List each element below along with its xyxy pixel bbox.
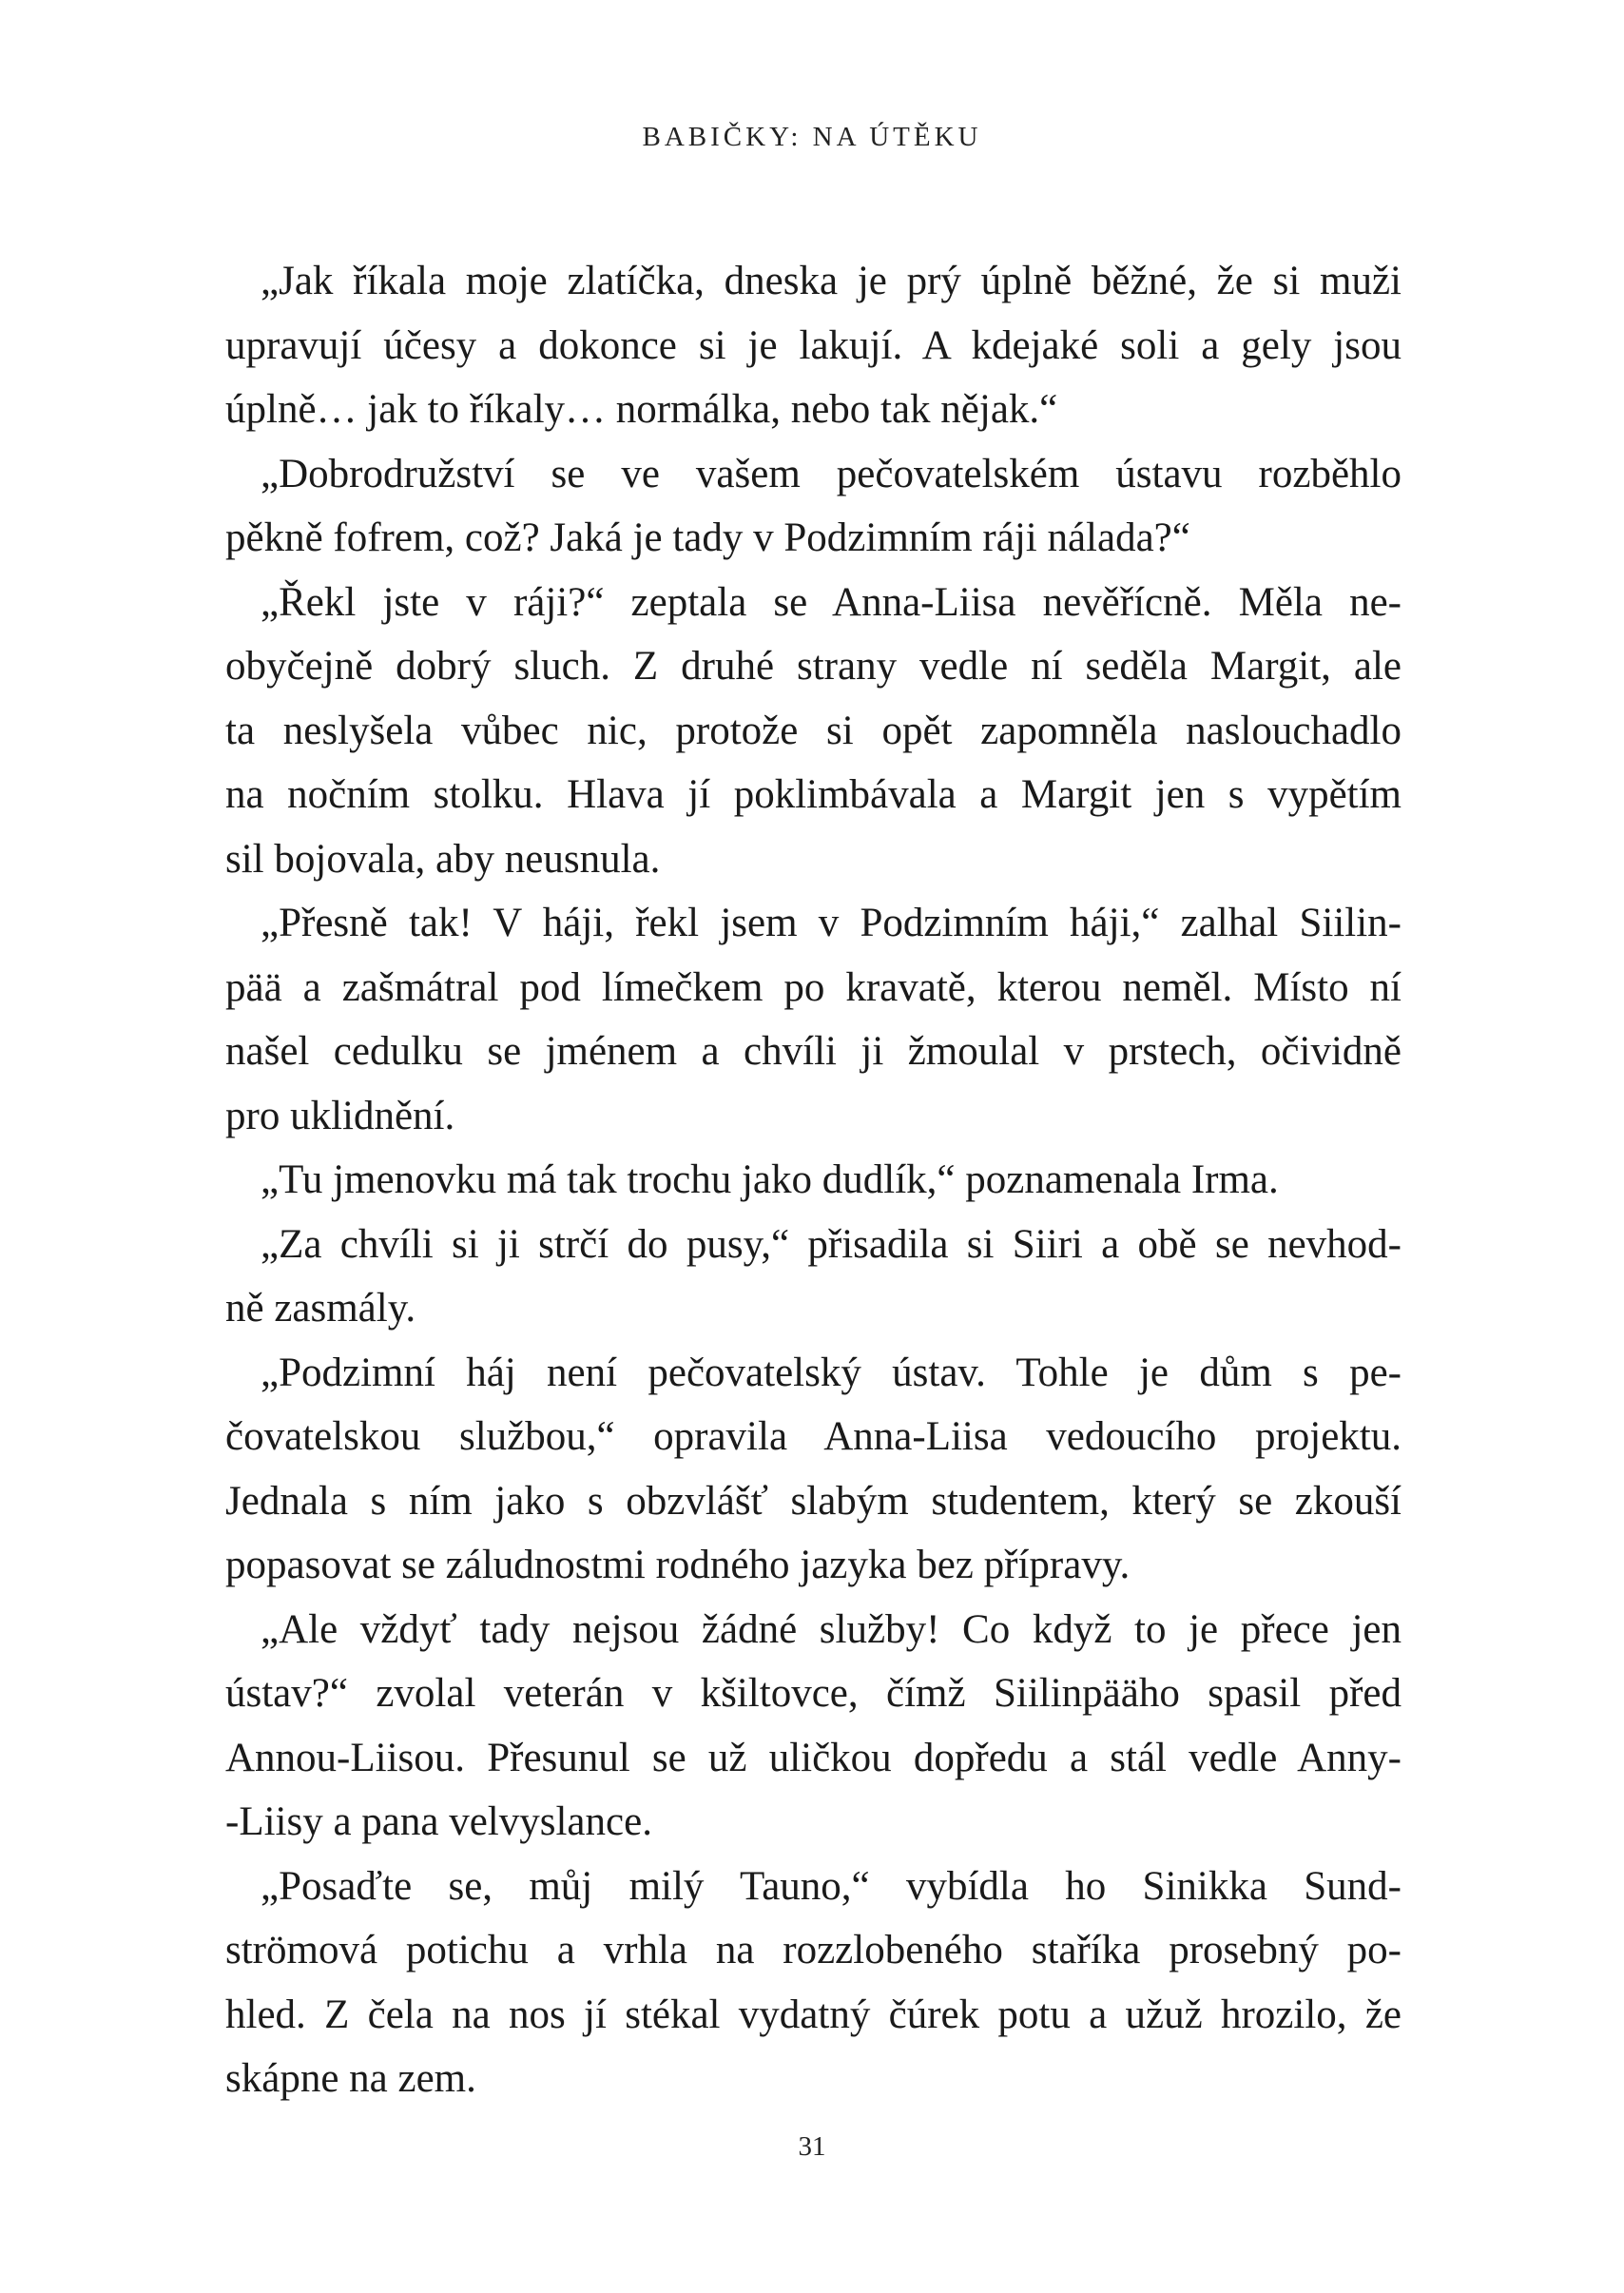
text-line: ústav?“ zvolal veterán v kšiltovce, čímž Siilinpääho spasil před bbox=[225, 1671, 1402, 1716]
text-line: pěkně fofrem, což? Jaká je tady v Podzimním ráji nálada?“ bbox=[225, 515, 1190, 560]
page-number: 31 bbox=[798, 2131, 826, 2162]
text-line: „Ale vždyť tady nejsou žádné služby! Co když to je přece jen bbox=[261, 1606, 1402, 1652]
text-line: skápne na zem. bbox=[225, 2056, 476, 2101]
text-line: „Tu jmenovku má tak trochu jako dudlík,“ poznamenala Irma. bbox=[261, 1157, 1279, 1202]
text-line: strömová potichu a vrhla na rozzlobeného staříka prosebný po- bbox=[225, 1928, 1402, 1972]
text-line: ně zasmály. bbox=[225, 1286, 416, 1331]
text-line: Annou-Liisou. Přesunul se už uličkou dopředu a stál vedle Anny- bbox=[225, 1735, 1402, 1780]
text-line: „Přesně tak! V háji, řekl jsem v Podzimním háji,“ zalhal Siilin- bbox=[261, 901, 1402, 945]
text-line: Jednala s ním jako s obzvlášť slabým studentem, který se zkouší bbox=[225, 1478, 1402, 1524]
text-line: sil bojovala, aby neusnula. bbox=[225, 836, 661, 882]
text-line: úplně… jak to říkaly… normálka, nebo tak nějak.“ bbox=[225, 387, 1058, 432]
text-line: „Podzimní háj není pečovatelský ústav. Tohle je dům s pe- bbox=[261, 1350, 1402, 1395]
text-line: upravují účesy a dokonce si je lakují. A kdejaké soli a gely jsou bbox=[225, 322, 1402, 368]
text-line: popasovat se záludnostmi rodného jazyka bez přípravy. bbox=[225, 1543, 1131, 1587]
text-line: -Liisy a pana velvyslance. bbox=[225, 1799, 652, 1844]
text-line: pro uklidnění. bbox=[225, 1093, 455, 1138]
text-line: „Za chvíli si ji strčí do pusy,“ přisadila si Siiri a obě se nevhod- bbox=[261, 1221, 1402, 1267]
running-head: BABIČKY: NA ÚTĚKU bbox=[642, 122, 982, 152]
text-line: „Posaďte se, můj milý Tauno,“ vybídla ho Sinikka Sund- bbox=[261, 1863, 1402, 1909]
text-line: „Řekl jste v ráji?“ zeptala se Anna-Liisa nevěřícně. Měla ne- bbox=[261, 579, 1402, 625]
text-line: pää a zašmátral pod límečkem po kravatě, kterou neměl. Místo ní bbox=[225, 964, 1402, 1010]
text-line: čovatelskou službou,“ opravila Anna-Liisa vedoucího projektu. bbox=[225, 1414, 1402, 1459]
text-line: „Dobrodružství se ve vašem pečovatelském ústavu rozběhlo bbox=[261, 451, 1402, 496]
text-line: na nočním stolku. Hlava jí poklimbávala a Margit jen s vypětím bbox=[225, 772, 1402, 817]
text-line: ta neslyšela vůbec nic, protože si opět zapomněla naslouchadlo bbox=[225, 708, 1402, 753]
text-line: „Jak říkala moje zlatíčka, dneska je prý úplně běžné, že si muži bbox=[261, 259, 1402, 303]
text-line: hled. Z čela na nos jí stékal vydatný čúrek potu a užuž hrozilo, že bbox=[225, 1992, 1402, 2037]
body-text bbox=[225, 249, 1402, 2111]
text-line: našel cedulku se jménem a chvíli ji žmoulal v prstech, očividně bbox=[225, 1029, 1402, 1074]
text-line: obyčejně dobrý sluch. Z druhé strany vedle ní seděla Margit, ale bbox=[225, 644, 1402, 689]
